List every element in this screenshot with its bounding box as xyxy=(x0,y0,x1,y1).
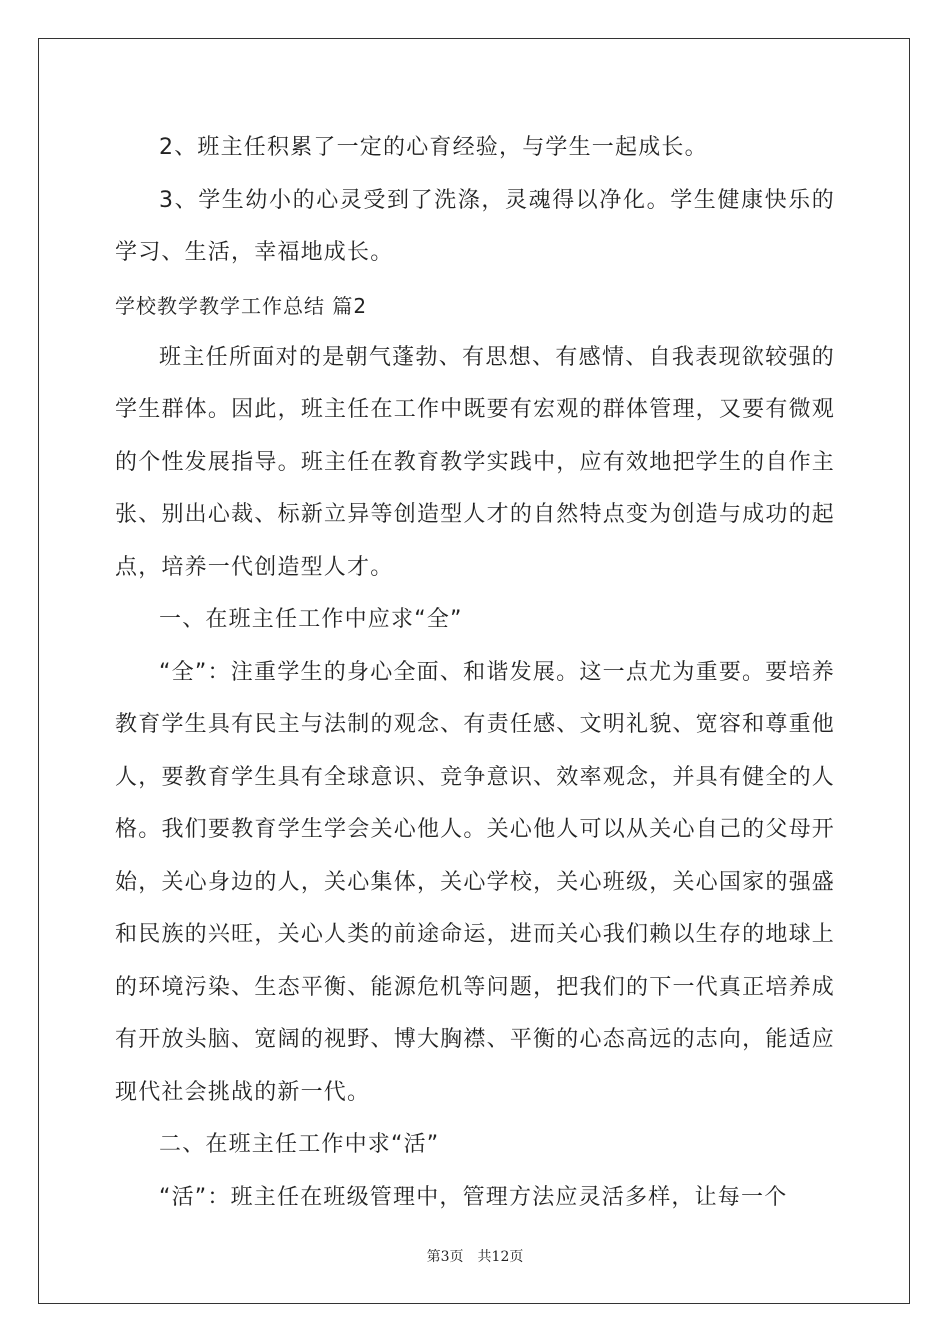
paragraph: 班主任所面对的是朝气蓬勃、有思想、有感情、自我表现欲较强的学生群体。因此，班主任在工作中既要有宏观的群体管理，又要有微观的个性发展指导。班主任在教育教学实践中，应有效地把学生的自作主张、别出心裁、标新立异等创造型人才的自然特点变为创造与成功的起点，培养一代创造型人才。 xyxy=(115,344,835,580)
subheading-paragraph: 二、在班主任工作中求“活” xyxy=(159,1132,440,1157)
document-body xyxy=(115,122,835,1224)
paragraph: “活”：班主任在班级管理中，管理方法应灵活多样，让每一个 xyxy=(159,1184,788,1210)
section-heading: 学校教学教学工作总结 篇2 xyxy=(115,293,368,318)
page-total: 共12页 xyxy=(477,1249,524,1265)
page-footer xyxy=(0,1246,950,1266)
paragraph: 3、学生幼小的心灵受到了洗涤，灵魂得以净化。学生健康快乐的学习、生活，幸福地成长。 xyxy=(115,187,835,265)
page-number: 第3页 xyxy=(426,1249,464,1265)
paragraph: “全”：注重学生的身心全面、和谐发展。这一点尤为重要。要培养教育学生具有民主与法制的观念、有责任感、文明礼貌、宽容和尊重他人，要教育学生具有全球意识、竞争意识、效率观念，并具有健全的人格。我们要教育学生学会关心他人。关心他人可以从关心自己的父母开始，关心身边的人，关心集体，关心学校，关心班级，关心国家的强盛和民族的兴旺，关心人类的前途命运，进而关心我们赖以生存的地球上的环境污染、生态平衡、能源危机等问题，把我们的下一代真正培养成有开放头脑、宽阔的视野、博大胸襟、平衡的心态高远的志向，能适应现代社会挑战的新一代。 xyxy=(115,659,835,1105)
subheading-paragraph: 一、在班主任工作中应求“全” xyxy=(159,607,463,632)
paragraph: 2、班主任积累了一定的心育经验，与学生一起成长。 xyxy=(159,135,708,160)
